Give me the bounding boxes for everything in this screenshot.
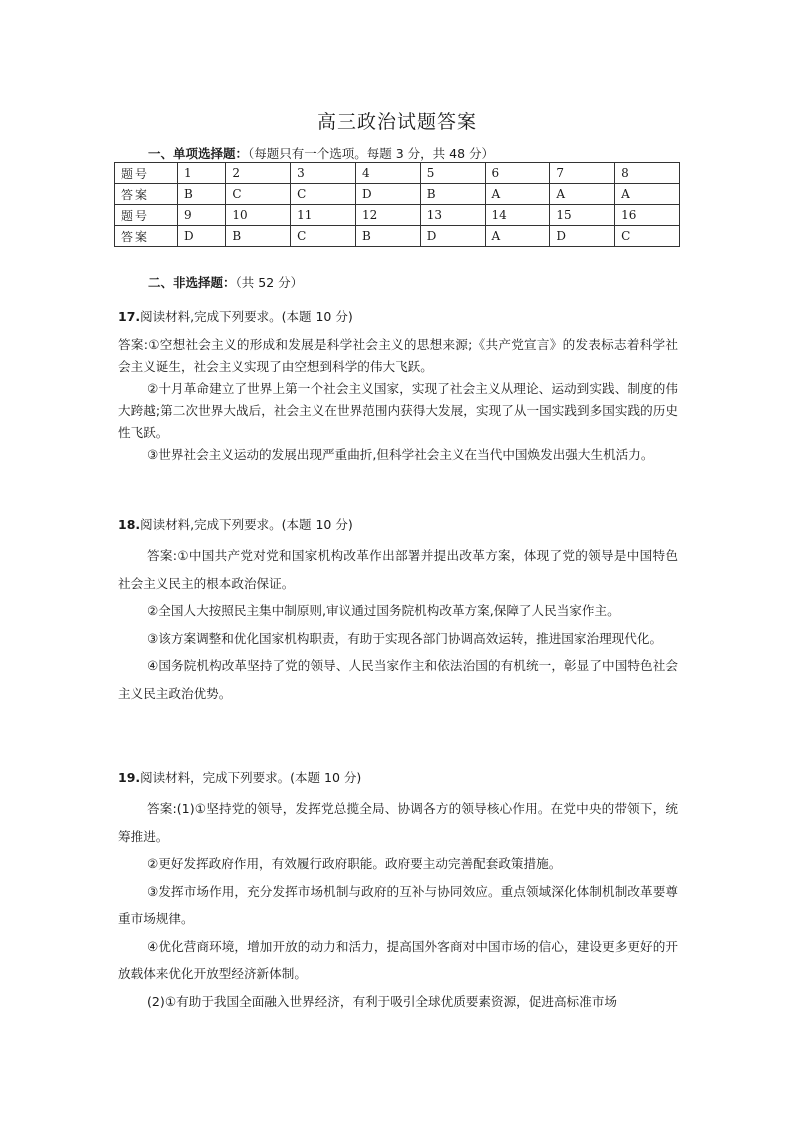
table-cell: A bbox=[485, 184, 550, 205]
q17-p1-text: ①空想社会主义的形成和发展是科学社会主义的思想来源;《共产党宣言》的发表标志着科学社会主义诞生，社会主义实现了由空想到科学的伟大飞跃。 bbox=[118, 337, 678, 374]
table-cell: 10 bbox=[226, 205, 291, 226]
q19-answer-prefix: 答案: bbox=[147, 801, 177, 816]
table-cell: D bbox=[178, 226, 226, 247]
table-cell: 15 bbox=[550, 205, 615, 226]
answer-table-row bbox=[115, 205, 680, 226]
table-cell: B bbox=[178, 184, 226, 205]
q17-paragraph-2: ②十月革命建立了世界上第一个社会主义国家，实现了社会主义从理论、运动到实践、制度的伟大跨越;第二次世界大战后，社会主义在世界范围内获得大发展，实现了从一国实践到多国实践的历史性飞跃。 bbox=[118, 381, 678, 440]
page-title: 高三政治试题答案 bbox=[316, 111, 477, 133]
table-cell: A bbox=[615, 184, 680, 205]
table-cell: 16 bbox=[615, 205, 680, 226]
section2-title: 二、非选择题： bbox=[148, 275, 236, 290]
table-cell: 2 bbox=[226, 163, 291, 184]
q17-answer bbox=[118, 334, 678, 466]
q18-number: 18. bbox=[118, 517, 141, 532]
table-cell: 9 bbox=[178, 205, 226, 226]
answer-table bbox=[114, 162, 680, 247]
section1-title: 一、单项选择题： bbox=[148, 146, 249, 161]
q19-paragraph-1 bbox=[118, 795, 678, 850]
q19-paragraph-5: (2)①有助于我国全面融入世界经济，有利于吸引全球优质要素资源，促进高标准市场 bbox=[147, 993, 617, 1009]
q18-paragraph-1 bbox=[118, 542, 678, 597]
q18-paragraph-3: ③该方案调整和优化国家机构职责，有助于实现各部门协调高效运转，推进国家治理现代化。 bbox=[147, 630, 663, 646]
table-cell: 13 bbox=[420, 205, 485, 226]
q17-paragraph-3: ③世界社会主义运动的发展出现严重曲折,但科学社会主义在当代中国焕发出强大生机活力。 bbox=[147, 447, 654, 462]
q18-answer bbox=[118, 542, 678, 707]
q18-p1-text: ①中国共产党对党和国家机构改革作出部署并提出改革方案，体现了党的领导是中国特色社会主义民主的根本政治保证。 bbox=[118, 548, 679, 591]
answer-table-row bbox=[115, 226, 680, 247]
q18-paragraph-2: ②全国人大按照民主集中制原则,审议通过国务院机构改革方案,保障了人民当家作主。 bbox=[147, 603, 620, 618]
table-cell: C bbox=[226, 184, 291, 205]
table-cell: 3 bbox=[291, 163, 356, 184]
q18-answer-prefix: 答案: bbox=[147, 548, 178, 563]
row-label: 答案 bbox=[115, 184, 178, 205]
table-cell: A bbox=[550, 184, 615, 205]
answer-table-row bbox=[115, 163, 680, 184]
q17-title-text: 阅读材料,完成下列要求。(本题 10 分) bbox=[140, 309, 353, 324]
table-cell: C bbox=[291, 184, 356, 205]
table-cell: 11 bbox=[291, 205, 356, 226]
section2-note: （共 52 分） bbox=[235, 275, 304, 290]
table-cell: 6 bbox=[485, 163, 550, 184]
table-cell: D bbox=[420, 226, 485, 247]
section1-note: （每题只有一个选项。每题 3 分，共 48 分） bbox=[248, 146, 495, 161]
table-cell: 7 bbox=[550, 163, 615, 184]
table-cell: B bbox=[226, 226, 291, 247]
q17-paragraph-1 bbox=[118, 334, 678, 378]
row-label: 题号 bbox=[115, 205, 178, 226]
table-cell: 5 bbox=[420, 163, 485, 184]
section1-heading bbox=[148, 144, 494, 162]
answer-table-row bbox=[115, 184, 680, 205]
table-cell: 8 bbox=[615, 163, 680, 184]
q19-number: 19. bbox=[118, 770, 141, 785]
q18-paragraph-4: ④国务院机构改革坚持了党的领导、人民当家作主和依法治国的有机统一，彰显了中国特色社会主义民主政治优势。 bbox=[118, 658, 678, 701]
section2-heading bbox=[148, 273, 303, 291]
q18-title-text: 阅读材料,完成下列要求。(本题 10 分) bbox=[140, 517, 353, 532]
q17-title bbox=[118, 307, 353, 325]
table-cell: 1 bbox=[178, 163, 226, 184]
table-cell: 14 bbox=[485, 205, 550, 226]
q19-title-text: 阅读材料，完成下列要求。(本题 10 分) bbox=[140, 770, 362, 785]
table-cell: 12 bbox=[355, 205, 420, 226]
table-cell: B bbox=[355, 226, 420, 247]
table-cell: D bbox=[550, 226, 615, 247]
q19-paragraph-3: ③发挥市场作用，充分发挥市场机制与政府的互补与协同效应。重点领域深化体制机制改革要尊重市场规律。 bbox=[118, 883, 678, 926]
q19-title bbox=[118, 768, 361, 786]
table-cell: C bbox=[291, 226, 356, 247]
q17-answer-prefix: 答案: bbox=[118, 337, 148, 352]
q19-paragraph-4: ④优化营商环境，增加开放的动力和活力，提高国外客商对中国市场的信心，建设更多更好的开放载体来优化开放型经济新体制。 bbox=[118, 938, 678, 981]
table-cell: C bbox=[615, 226, 680, 247]
q19-paragraph-2: ②更好发挥政府作用，有效履行政府职能。政府要主动完善配套政策措施。 bbox=[147, 856, 562, 871]
q17-number: 17. bbox=[118, 309, 141, 324]
table-cell: 4 bbox=[355, 163, 420, 184]
q18-title bbox=[118, 515, 353, 533]
row-label: 题号 bbox=[115, 163, 178, 184]
table-cell: B bbox=[420, 184, 485, 205]
table-cell: D bbox=[355, 184, 420, 205]
row-label: 答案 bbox=[115, 226, 178, 247]
q19-p1-text: (1)①坚持党的领导，发挥党总揽全局、协调各方的领导核心作用。在党中央的带领下，统筹推进。 bbox=[118, 801, 678, 844]
table-cell: A bbox=[485, 226, 550, 247]
q19-answer bbox=[118, 795, 678, 1015]
